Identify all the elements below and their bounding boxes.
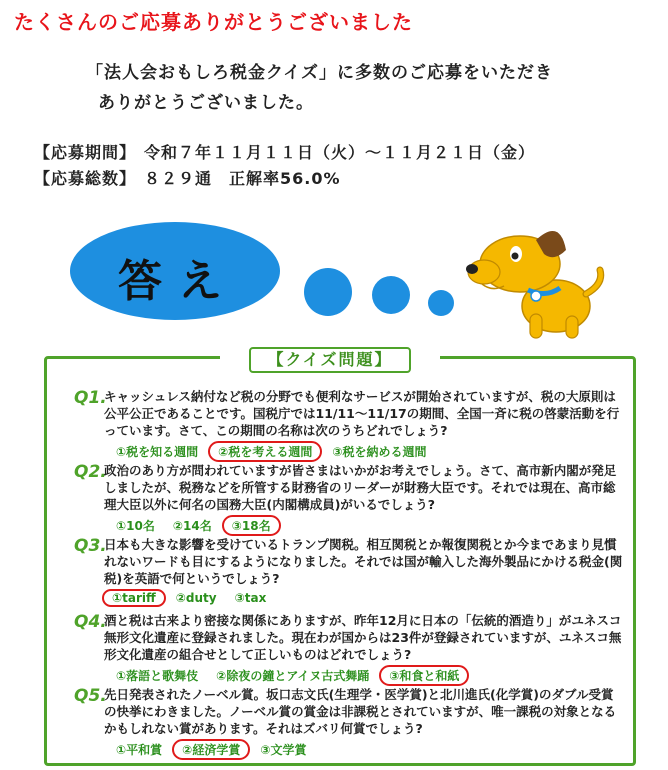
question-4 — [74, 612, 622, 682]
bubble-dot-large — [304, 268, 352, 316]
question-3 — [74, 536, 622, 606]
question-text: キャッシュレス納付など税の分野でも便利なサービスが開始されていますが、税の大原則は公平公正であることです。国税庁では11/11～11/17の期間、全国一斉に税の啓蒙活動を行っています。さて、この期間の名称は次のうちどれでしょう? — [104, 389, 620, 438]
entry-total-value: ８２９通 正解率56.0% — [144, 169, 341, 188]
entry-period-value: 令和７年１１月１１日（火）～１１月２１日（金） — [144, 143, 536, 162]
entry-total-row — [34, 166, 535, 192]
answer-label: 答え — [118, 256, 238, 307]
option-1: ①落語と歌舞伎 — [116, 669, 199, 683]
option-2: ②duty — [175, 591, 217, 605]
option-3-correct: ③18名 — [222, 515, 281, 536]
question-number: Q3. — [74, 536, 107, 556]
entry-total-label: 【応募総数】 — [34, 169, 137, 188]
option-1: ①10名 — [116, 519, 155, 533]
answer-options — [114, 441, 443, 462]
answer-options — [108, 589, 282, 607]
answer-options — [114, 739, 323, 760]
option-1-correct: ①tariff — [102, 589, 166, 607]
option-3: ③tax — [234, 591, 267, 605]
option-2: ②14名 — [172, 519, 212, 533]
intro-line-2: ありがとうございました。 — [98, 93, 314, 113]
answer-options — [114, 515, 289, 536]
intro-line-1: 「法人会おもしろ税金クイズ」に多数のご応募をいただき — [86, 63, 553, 83]
intro-message — [86, 58, 553, 118]
option-1: ①平和賞 — [116, 743, 163, 757]
question-1 — [74, 388, 622, 458]
question-number: Q5. — [74, 686, 107, 706]
option-2-correct: ②税を考える週間 — [208, 441, 322, 462]
entry-info — [34, 140, 535, 192]
question-number: Q2. — [74, 462, 107, 482]
question-number: Q1. — [74, 388, 107, 408]
option-1: ①税を知る週間 — [116, 445, 199, 459]
question-2 — [74, 462, 622, 532]
option-2-correct: ②経済学賞 — [172, 739, 250, 760]
question-5 — [74, 686, 622, 756]
question-text: 酒と税は古来より密接な関係にありますが、昨年12月に日本の「伝統的酒造り」がユネスコ無形文化遺産に登録されました。現在わが国からは23件が登録されていますが、ユネスコ無形文化遺産の組合せとして正しいものはどれでしょう? — [104, 613, 622, 662]
answer-options — [114, 665, 477, 686]
question-text: 日本も大きな影響を受けているトランプ関税。相互関税とか報復関税とか今まであまり見慣れないワードも目にするようになりました。それでは国が輸入した海外製品にかける税金(関税)を英語で何というでしょう? — [104, 537, 623, 586]
dog-mascot-icon — [458, 214, 608, 344]
quiz-title-wrap — [220, 345, 440, 373]
question-text: 政治のあり方が問われていますが皆さまはいかがお考えでしょう。さて、高市新内閣が発足しましたが、税務などを所管する財務省のリーダーが財務大臣です。それでは現在、高市総理大臣以外に何名の国務大臣(内閣構成員)がいるでしょう? — [104, 463, 617, 512]
bubble-dot-medium — [372, 276, 410, 314]
question-text: 先日発表されたノーベル賞。坂口志文氏(生理学・医学賞)と北川進氏(化学賞)のダブル受賞の快挙にわきました。ノーベル賞の賞金は非課税とされていますが、唯一課税の対象となるかもしれない賞があります。それはズバリ何賞でしょう? — [104, 687, 617, 736]
entry-period-label: 【応募期間】 — [34, 143, 137, 162]
option-3-correct: ③和食と和紙 — [379, 665, 469, 686]
question-number: Q4. — [74, 612, 107, 632]
option-3: ③税を納める週間 — [332, 445, 427, 459]
page-heading: たくさんのご応募ありがとうございました — [14, 10, 413, 34]
option-3: ③文学賞 — [260, 743, 307, 757]
option-2: ②除夜の鐘とアイヌ古式舞踊 — [216, 669, 370, 683]
entry-period-row — [34, 140, 535, 166]
bubble-dot-small — [428, 290, 454, 316]
quiz-title: 【クイズ問題】 — [249, 347, 410, 373]
